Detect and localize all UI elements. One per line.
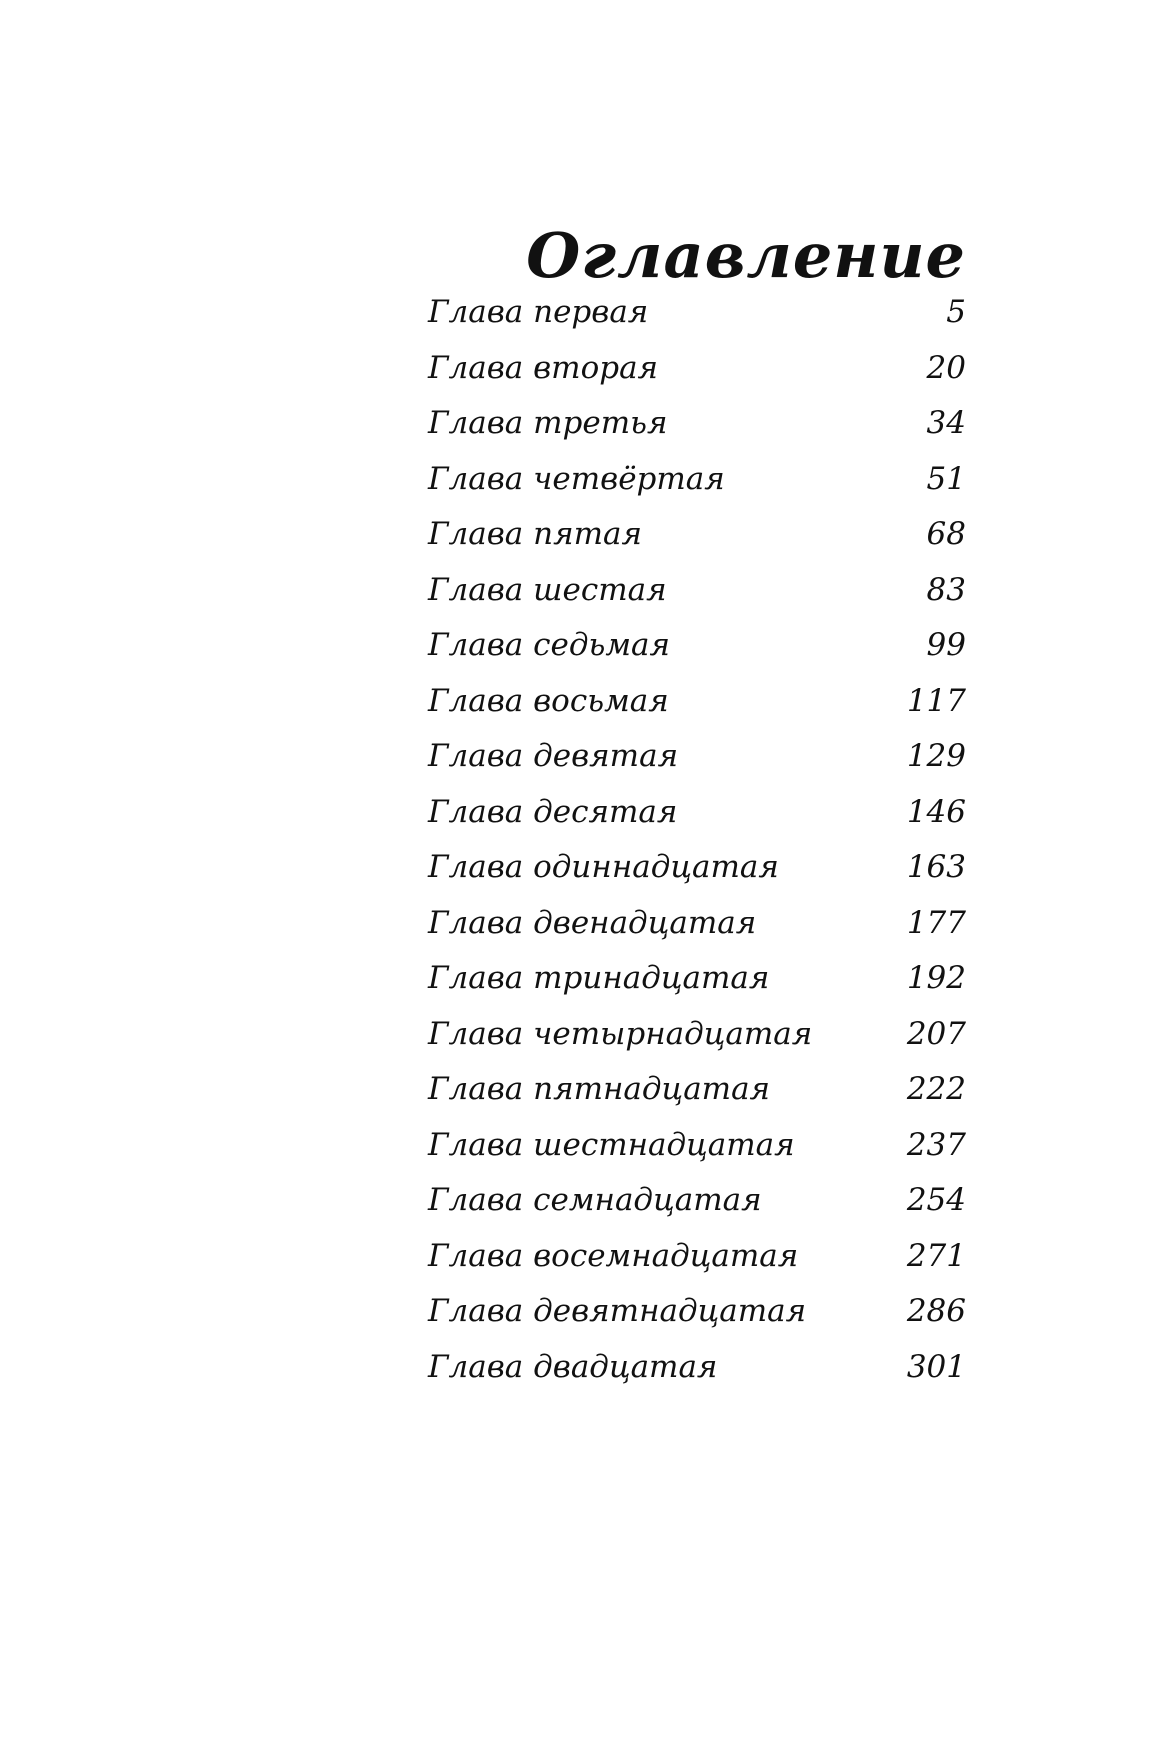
page-number: 117 [906,682,966,719]
page-number: 51 [926,460,966,497]
table-of-contents [428,292,966,1402]
page-number: 271 [906,1237,966,1274]
toc-entry[interactable] [428,459,966,515]
chapter-title: Глава шестая [428,571,667,608]
toc-entry[interactable] [428,514,966,570]
page-number: 254 [906,1182,966,1218]
toc-entry[interactable] [428,1347,966,1403]
chapter-title: Глава третья [428,405,668,441]
page-title: Оглавление [526,218,966,292]
page-number: 192 [906,960,966,996]
toc-entry[interactable] [428,681,966,737]
page-number: 207 [906,1015,966,1052]
page-number: 99 [926,627,966,663]
chapter-title: Глава десятая [428,793,678,830]
page-number: 301 [906,1348,966,1385]
chapter-title: Глава вторая [428,349,659,386]
page-number: 163 [906,849,966,885]
chapter-title: Глава восемнадцатая [428,1237,799,1274]
page-number: 83 [926,571,966,608]
toc-entry[interactable] [428,792,966,848]
page-number: 237 [906,1126,966,1163]
page-number: 5 [946,294,966,330]
chapter-title: Глава девятнадцатая [428,1293,807,1329]
toc-entry[interactable] [428,1236,966,1292]
toc-entry[interactable] [428,1291,966,1347]
toc-entry[interactable] [428,292,966,348]
page-number: 222 [906,1071,966,1107]
toc-entry[interactable] [428,403,966,459]
chapter-title: Глава пятнадцатая [428,1071,771,1107]
chapter-title: Глава двенадцатая [428,904,757,941]
toc-entry[interactable] [428,847,966,903]
toc-entry[interactable] [428,1069,966,1125]
chapter-title: Глава девятая [428,738,679,774]
page-number: 177 [906,904,966,941]
page-number: 146 [906,793,966,830]
chapter-title: Глава двадцатая [428,1348,718,1385]
toc-entry[interactable] [428,625,966,681]
chapter-title: Глава четырнадцатая [428,1015,813,1052]
page-number: 129 [906,738,966,774]
chapter-title: Глава семнадцатая [428,1182,762,1218]
page-number: 286 [906,1293,966,1329]
toc-entry[interactable] [428,903,966,959]
chapter-title: Глава тринадцатая [428,960,770,996]
chapter-title: Глава одиннадцатая [428,849,779,885]
chapter-title: Глава шестнадцатая [428,1126,795,1163]
toc-entry[interactable] [428,736,966,792]
toc-entry[interactable] [428,570,966,626]
toc-entry[interactable] [428,1014,966,1070]
toc-entry[interactable] [428,1180,966,1236]
page-number: 68 [926,516,966,552]
chapter-title: Глава седьмая [428,627,671,663]
chapter-title: Глава восьмая [428,682,669,719]
chapter-title: Глава пятая [428,516,643,552]
toc-entry[interactable] [428,348,966,404]
page-number: 34 [926,405,966,441]
toc-entry[interactable] [428,958,966,1014]
page-number: 20 [926,349,966,386]
toc-entry[interactable] [428,1125,966,1181]
chapter-title: Глава первая [428,294,649,330]
chapter-title: Глава четвёртая [428,460,725,497]
